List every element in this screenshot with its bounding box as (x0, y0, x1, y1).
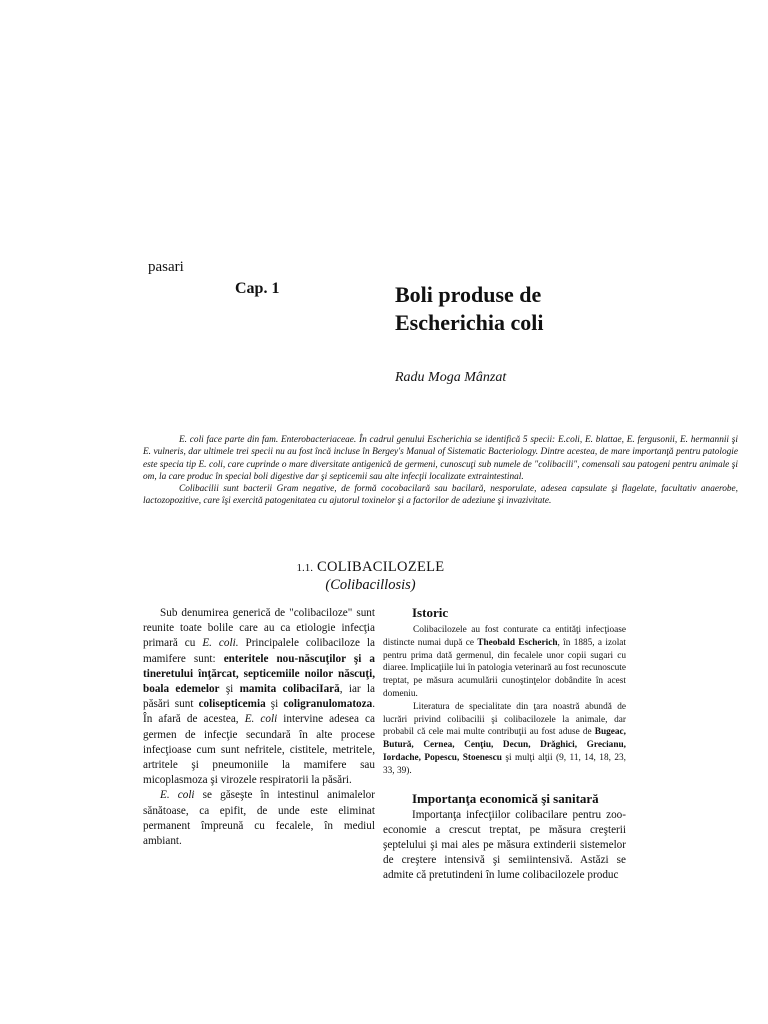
abstract-paragraph-1: E. coli face parte din fam. Enterobacteriaceae. În cadrul genului Escherichia se identifică 5 specii: E.coli, E. blattae, E. fergusonii, E. hermannii şi E. vulneris, dar ultimele trei specii nu au fost încă incluse în Bergey's Manual of Sistematic Bacteriology. Dintre acestea, de mare importanţă pentru patologie este specia tip E. coli, care cuprinde o mare diversitate antigenică de germeni, cunoscuţi sub numele de "colibacili", comensali sau patogeni pentru animale şi om, la care produc în special boli digestive dar şi septicemii sau alte infecţii localizate extraintestinal. (143, 435, 738, 482)
abstract (143, 434, 738, 508)
text-run: Literatura de specialitate din ţara noastră abundă de lucrări privind colibacilii şi colibacilozele la animale, dar probabil că cele mai multe contribuţii au fost aduse de (383, 701, 626, 738)
author-name: Radu Moga Mânzat (395, 370, 507, 385)
chapter-label: Cap. 1 (235, 280, 280, 297)
text-run: , iar la păsări sunt (143, 683, 376, 711)
chapter-title-line-1: Boli produse de (395, 282, 542, 307)
text-run: şi mulţi alţii (9, 11, 14, 18, 23, 33, 39). (383, 752, 626, 776)
species-name: E. coli (160, 789, 195, 802)
bold-term: enteritele nou-născuţilor şi a tineretului înţărcat, septicemiile noilor născuţi, boala edemelor (143, 652, 375, 696)
section-heading (143, 558, 598, 594)
importanta-heading: Importanţa economică şi sanitară (412, 790, 599, 806)
text-run: şi (219, 683, 240, 696)
text-run: , în 1885, a izolat pentru prima dată germenul, din fecalele unor copii sugari cu diaree. Implicaţiile lui în patologia veterinară au fost recunoscute treptat, pe măsura acumulării cunoştinţelor dobândite în acest domeniu. (383, 637, 626, 699)
right-column (383, 605, 626, 884)
bold-term: mamita colibaciIară (239, 683, 340, 696)
running-head: pasari (148, 259, 184, 275)
istoric-paragraph-2 (383, 701, 626, 778)
left-paragraph-2 (143, 788, 375, 849)
text-run: Sub denumirea generică de "colibaciloze" sunt reunite toate bolile care au ca etiologie infecţia primară cu (143, 607, 375, 650)
section-title: COLIBACILOZELE (317, 559, 445, 575)
bold-term: colisepticemia (198, 698, 266, 711)
istoric-heading: Istoric (412, 605, 449, 620)
bold-term: Bugeac, Buturǎ, Cernea, Cenţiu, Decun, Drǎghici, Grecianu, Iordache, Popescu, Stoenescu (383, 727, 626, 763)
bold-term: coligranulomatoza (283, 698, 373, 711)
chapter-title (395, 281, 735, 337)
species-name: E. coli (244, 713, 278, 726)
istoric-text (383, 624, 626, 778)
abstract-paragraph-2: Colibacilii sunt bacterii Gram negative, de formă cocobacilară sau bacilară, nesporulate, adesea capsulate şi flagelate, facultativ anaerobe, lactozopozitive, care îşi exercită patogenitatea cu ajutorul toxinelor şi a factorilor de adeziune şi invazivitate. (143, 484, 738, 507)
chapter-title-line-2: Escherichia coli (395, 310, 544, 335)
text-run: Principalele colibaciloze la mamifere sunt: (143, 637, 375, 665)
text-run: Colibacilozele au fost conturate ca entităţi infecţioase distincte numai după ce (383, 625, 626, 648)
text-run: . În afară de acestea, (143, 698, 375, 726)
text-run: intervine adesea ca germen de infecţie secundară în alte procese infecţioase cum sunt nefritele, cistitele, metritele, artritele şi pneumoniile la mamifere sau micoplasmoza şi virozele respiratorii la păsări. (143, 713, 375, 787)
text-run: şi (265, 698, 284, 711)
text-run: se găseşte în intestinul animalelor sănătoase, ca epifit, de unde este eliminat permanent împreună cu fecalele, în mediul ambiant. (143, 789, 375, 848)
istoric-paragraph-1 (383, 624, 626, 701)
section-number: 1.1. (296, 562, 314, 574)
bold-term: Theobald Escherich (477, 637, 558, 648)
left-column (143, 606, 375, 849)
left-paragraph-1 (143, 606, 375, 788)
species-name: E. coli. (202, 637, 239, 650)
importanta-paragraph-1: Importanţa infecţiilor colibacilare pentru zoo-economie a crescut treptat, pe măsura creşterii şeptelului şi mai ales pe măsura extinderii sistemelor de creştere intensivă şi semiintensivă. Astăzi se admite că pretutindeni în lume colibacilozele produc (383, 808, 626, 882)
section-subtitle: (Colibacillosis) (325, 577, 416, 593)
importanta-text (383, 808, 626, 884)
